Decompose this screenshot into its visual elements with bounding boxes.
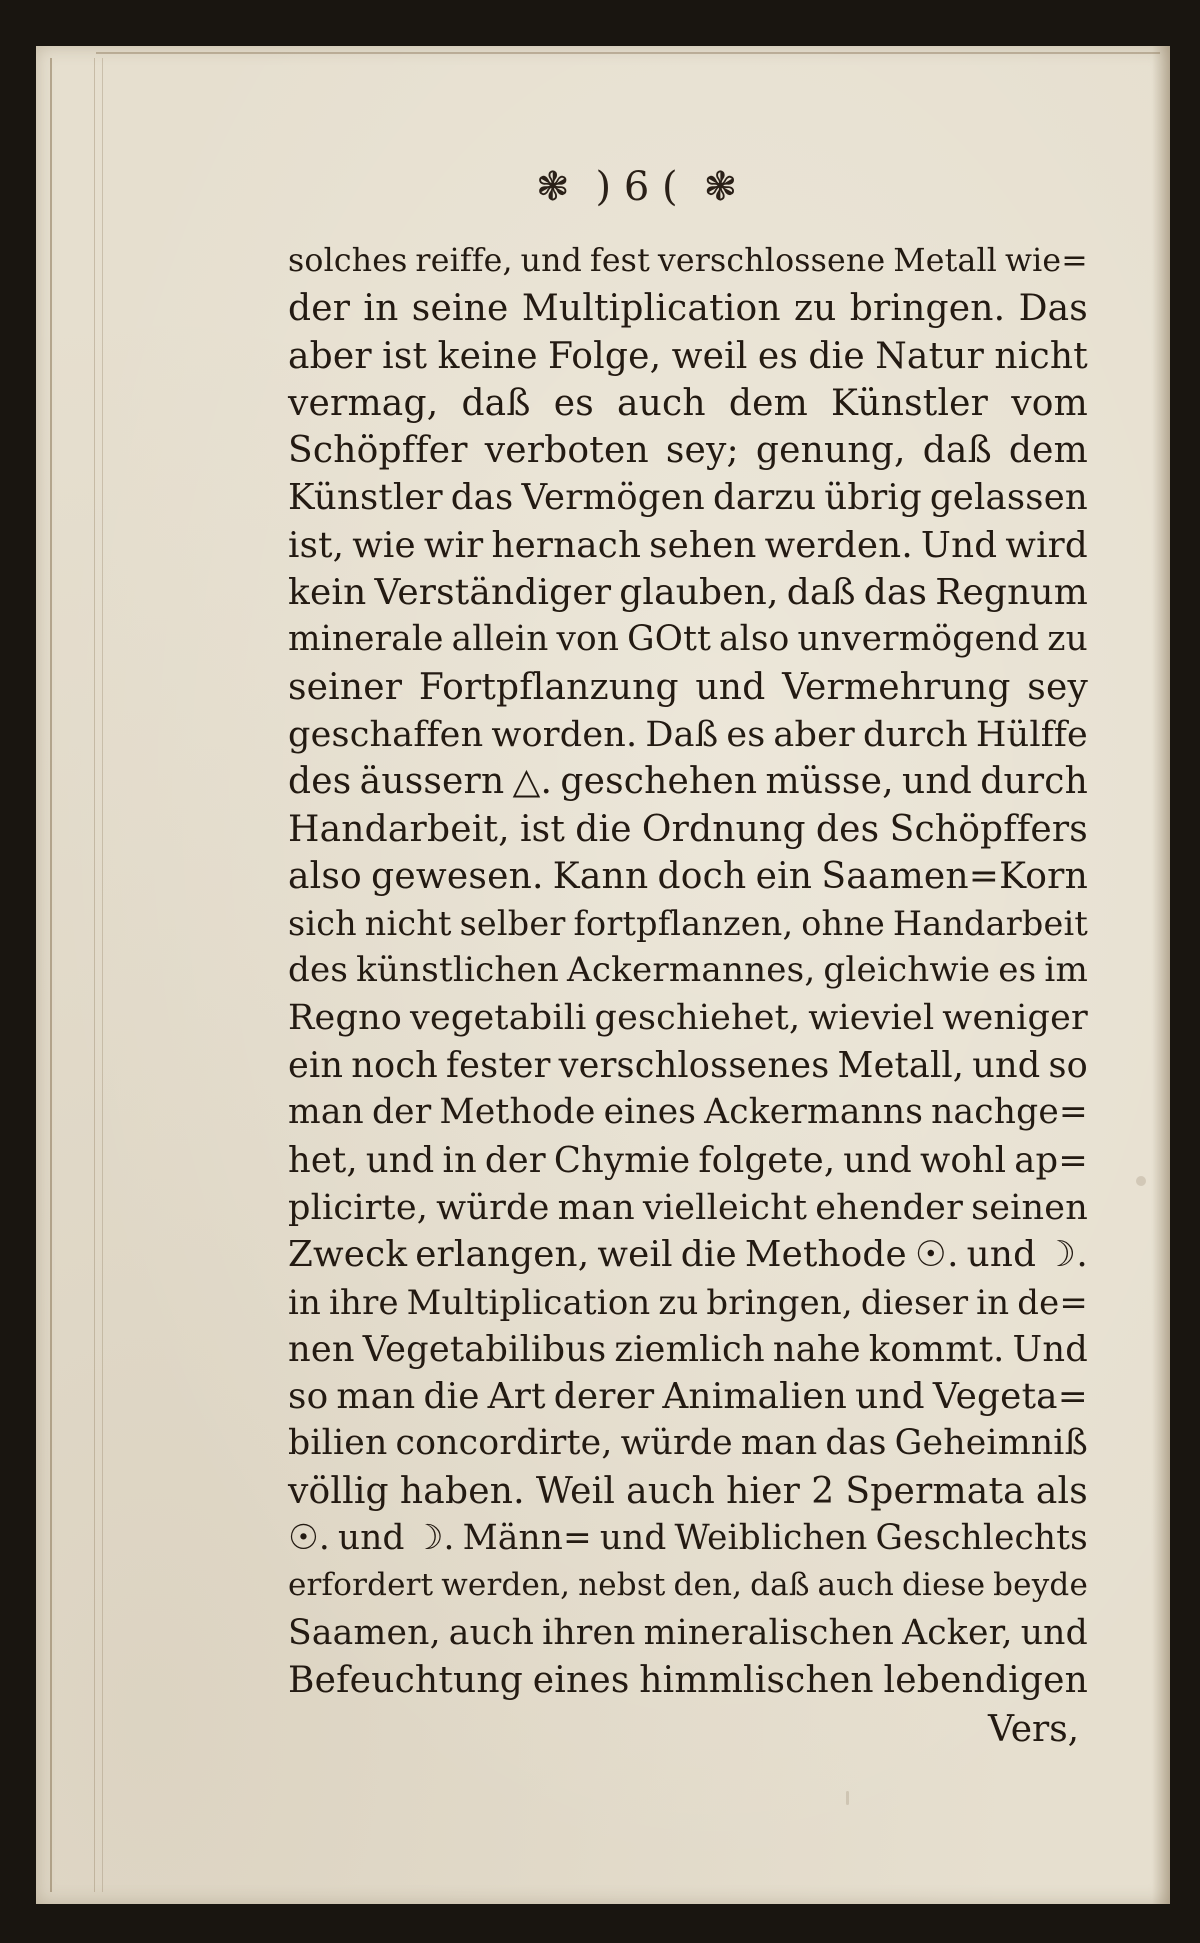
word: unvermögend <box>797 619 1040 660</box>
word: werden, <box>441 1567 571 1604</box>
word: würde <box>620 1423 733 1464</box>
word: nen <box>288 1328 355 1370</box>
text-line <box>288 333 1088 380</box>
word: Art <box>487 1376 546 1418</box>
word: vegetabili <box>410 997 587 1038</box>
word: Animalien <box>662 1376 848 1418</box>
word: Folge, <box>548 335 662 377</box>
word: doch <box>657 855 747 897</box>
word: äussern <box>359 761 505 803</box>
word: das <box>825 1423 887 1464</box>
word: auch <box>626 1470 715 1512</box>
word: ☉. <box>914 1234 959 1276</box>
word: ohne <box>801 904 885 944</box>
word: nachge= <box>931 1092 1088 1133</box>
text-line <box>288 1420 1088 1467</box>
word: das <box>863 572 928 614</box>
word: Daß <box>645 713 719 755</box>
word: folgete, <box>698 1139 836 1181</box>
word: man <box>288 1092 364 1133</box>
word: gelassen <box>929 477 1088 519</box>
word: gleichwie <box>823 950 991 991</box>
text-line <box>288 238 1088 285</box>
word: auch <box>817 1567 895 1604</box>
word: zu <box>658 1282 699 1322</box>
word: 2 <box>811 1470 835 1512</box>
word: es <box>726 713 766 755</box>
word: ist <box>519 808 566 850</box>
word: wie= <box>1004 243 1088 279</box>
word: gewesen. <box>371 855 544 897</box>
gutter-line <box>50 58 52 1892</box>
text-line <box>288 711 1088 758</box>
word: het, <box>288 1139 358 1181</box>
word: ☉. <box>288 1518 330 1559</box>
word: Methode <box>439 1092 596 1133</box>
word: selber <box>459 904 566 944</box>
word: nebst <box>578 1567 666 1604</box>
word: man <box>740 1423 818 1464</box>
word: Vermehrung <box>782 666 1011 708</box>
word: ap= <box>1014 1139 1088 1181</box>
word: Weiblichen <box>674 1518 868 1559</box>
word: Ackermanns <box>704 1092 924 1133</box>
word: dem <box>728 382 808 424</box>
word: Verständiger <box>374 572 612 614</box>
text-line <box>288 1468 1088 1515</box>
word: Künstler <box>831 382 989 424</box>
text-line <box>288 1089 1088 1136</box>
word: würde <box>436 1186 550 1228</box>
word: geschaffen <box>288 713 484 755</box>
word: ehender <box>815 1186 964 1228</box>
text-line <box>288 1279 1088 1326</box>
word: △. <box>512 761 553 803</box>
word: concordirte, <box>395 1423 613 1464</box>
text-line <box>288 616 1088 663</box>
word: glauben, <box>619 572 779 614</box>
word: Spermata <box>845 1470 1025 1512</box>
flower-ornament-icon: ❃ <box>703 164 738 210</box>
word: Handarbeit <box>892 904 1088 944</box>
word: weil <box>671 335 748 377</box>
word: noch <box>351 1045 438 1087</box>
word: nahe <box>772 1328 861 1370</box>
word: und <box>599 1518 667 1559</box>
word: Saamen=Korn <box>821 855 1088 897</box>
word: sich <box>288 904 357 944</box>
word: und <box>1020 1612 1088 1653</box>
text-line <box>288 1137 1088 1184</box>
word: Zweck <box>288 1234 408 1276</box>
word: solches <box>288 243 408 279</box>
word: aber <box>288 335 372 377</box>
word: müsse, <box>765 761 894 803</box>
word: ein <box>755 855 813 897</box>
word: daß <box>786 572 856 614</box>
word: und <box>695 666 766 708</box>
word: Multiplication <box>521 288 781 330</box>
word: im <box>1044 950 1088 991</box>
word: sey; <box>665 430 739 472</box>
word: Schöpffers <box>889 808 1088 850</box>
word: durch <box>980 761 1088 803</box>
text-line <box>288 380 1088 427</box>
word: man <box>336 1376 416 1418</box>
word: und <box>972 1045 1041 1087</box>
word: Ackermannes, <box>567 950 816 991</box>
word: Künstler <box>288 477 443 519</box>
word: mineralischen <box>643 1612 895 1653</box>
word: und <box>843 1139 912 1181</box>
word: sehen <box>649 524 757 566</box>
word: fortpflanzen, <box>573 904 794 944</box>
text-line <box>288 758 1088 805</box>
word: Handarbeit, <box>288 808 510 850</box>
word: es <box>553 382 594 424</box>
word: Hülffe <box>975 713 1088 755</box>
page-edge-shadow <box>1152 46 1170 1904</box>
word: allein <box>451 619 549 660</box>
word: Regnum <box>935 572 1088 614</box>
gutter-line <box>94 58 95 1892</box>
word: diese <box>901 1567 986 1604</box>
word: plicirte, <box>288 1186 429 1228</box>
word: lebendigen <box>883 1659 1088 1701</box>
word: auch <box>448 1612 535 1653</box>
word: GOtt <box>627 619 712 660</box>
word: Natur <box>875 335 985 377</box>
word: in <box>976 1282 1010 1322</box>
word: hier <box>726 1470 801 1512</box>
word: darzu <box>712 477 817 519</box>
word: und <box>855 1376 925 1418</box>
word: de= <box>1017 1282 1088 1322</box>
word: es <box>998 950 1037 991</box>
word: ein <box>288 1045 344 1087</box>
text-line <box>288 1515 1088 1562</box>
text-line <box>288 1657 1088 1704</box>
word: dem <box>1008 430 1088 472</box>
word: Befeuchtung <box>288 1659 524 1701</box>
gutter-line <box>102 58 103 1892</box>
word: keine <box>437 335 538 377</box>
page-header <box>536 162 836 212</box>
word: ist, <box>288 524 345 566</box>
word: fester <box>445 1045 551 1087</box>
text-line <box>288 1231 1088 1278</box>
word: der <box>371 1092 432 1133</box>
word: in <box>363 288 399 330</box>
word: Multiplication <box>406 1282 651 1322</box>
word: Weil <box>535 1470 616 1512</box>
flower-ornament-icon: ❃ <box>536 164 570 210</box>
word: vom <box>1011 382 1088 424</box>
word: es <box>757 335 799 377</box>
word: völlig <box>288 1470 389 1512</box>
word: ihre <box>329 1282 399 1322</box>
text-line <box>288 806 1088 853</box>
word: und <box>520 243 583 279</box>
word: weil <box>597 1234 673 1276</box>
text-line <box>288 947 1088 994</box>
word: wie <box>352 524 416 566</box>
word: minerale <box>288 619 444 660</box>
word: ☽. <box>412 1518 455 1559</box>
word: haben. <box>399 1470 525 1512</box>
word: Geheimniß <box>894 1423 1088 1464</box>
word: auch <box>616 382 706 424</box>
word: bringen, <box>706 1282 853 1322</box>
word: die <box>808 335 865 377</box>
word: weniger <box>942 997 1088 1038</box>
word: daß <box>750 1567 810 1604</box>
word: aber <box>773 713 855 755</box>
word: bilien <box>288 1423 388 1464</box>
ink-spot <box>1136 1176 1146 1186</box>
word: seiner <box>288 666 403 708</box>
word: Vegetabilibus <box>362 1328 607 1370</box>
word: die <box>575 808 632 850</box>
word: vermag, <box>288 382 439 424</box>
text-line <box>288 900 1088 947</box>
word: werden. <box>764 524 913 566</box>
word: man <box>557 1186 635 1228</box>
word: so <box>1048 1045 1088 1087</box>
word: des <box>815 808 880 850</box>
word: wohl <box>919 1139 1007 1181</box>
word: des <box>288 950 349 991</box>
word: verboten <box>484 430 649 472</box>
word: in <box>288 1282 322 1322</box>
text-line <box>288 427 1088 474</box>
body-text <box>288 238 1088 1704</box>
word: fest <box>589 243 650 279</box>
word: seine <box>411 288 509 330</box>
word: geschiehet, <box>594 997 801 1038</box>
word: seinen <box>971 1186 1088 1228</box>
word: ist <box>382 335 428 377</box>
word: zu <box>1047 619 1088 660</box>
word: und <box>337 1518 405 1559</box>
word: erlangen, <box>415 1234 590 1276</box>
word: erfordert <box>288 1567 434 1604</box>
word: Männ= <box>462 1518 592 1559</box>
word: den, <box>673 1567 743 1604</box>
text-line <box>288 569 1088 616</box>
word: übrig <box>824 477 922 519</box>
word: Schöpffer <box>288 430 468 472</box>
word: und <box>901 761 972 803</box>
word: ziemlich <box>614 1328 765 1370</box>
word: kommt. <box>868 1328 1005 1370</box>
word: wir <box>423 524 484 566</box>
word: daß <box>461 382 531 424</box>
text-line <box>288 1610 1088 1657</box>
word: Metall, <box>837 1045 965 1087</box>
word: zu <box>793 288 837 330</box>
word: von <box>556 619 620 660</box>
word: und <box>966 1234 1037 1276</box>
word: und <box>365 1139 435 1181</box>
word: Vegeta= <box>932 1376 1088 1418</box>
word: Vermögen <box>521 477 705 519</box>
ink-mark <box>846 1791 849 1805</box>
word: die <box>680 1234 737 1276</box>
word: genung, <box>755 430 906 472</box>
word: nicht <box>994 335 1088 377</box>
word: Kann <box>552 855 649 897</box>
word: kein <box>288 572 367 614</box>
word: der <box>288 288 351 330</box>
word: Regno <box>288 997 403 1038</box>
word: das <box>450 477 514 519</box>
word: Fortpflanzung <box>418 666 679 708</box>
word: Methode <box>744 1234 907 1276</box>
word: Geschlechts <box>875 1518 1088 1559</box>
word: hernach <box>491 524 642 566</box>
word: so <box>288 1376 329 1418</box>
word: dieser <box>860 1282 969 1322</box>
text-line <box>288 1562 1088 1609</box>
text-line <box>288 664 1088 711</box>
word: verschlossenes <box>558 1045 830 1087</box>
word: eines <box>532 1659 630 1701</box>
word: die <box>423 1376 480 1418</box>
word: des <box>288 761 352 803</box>
word: als <box>1035 1470 1088 1512</box>
word: Das <box>1018 288 1088 330</box>
word: verschlossene <box>657 243 886 279</box>
top-border-line <box>96 52 1160 54</box>
word: in <box>442 1139 477 1181</box>
word: bringen. <box>849 288 1006 330</box>
word: Metall <box>893 243 998 279</box>
word: Saamen, <box>288 1612 441 1653</box>
text-line <box>288 522 1088 569</box>
text-line <box>288 1184 1088 1231</box>
word: Chymie <box>553 1139 691 1181</box>
word: beyde <box>993 1567 1088 1604</box>
word: Acker, <box>902 1612 1013 1653</box>
word: sey <box>1027 666 1088 708</box>
word: ihren <box>542 1612 636 1653</box>
text-line <box>288 474 1088 521</box>
text-line <box>288 853 1088 900</box>
text-line <box>288 285 1088 332</box>
word: durch <box>862 713 968 755</box>
word: worden. <box>491 713 638 755</box>
word: also <box>719 619 790 660</box>
word: nicht <box>364 904 452 944</box>
catchword: Vers, <box>988 1709 1080 1750</box>
word: wird <box>1005 524 1088 566</box>
page-number: ) 6 ( <box>595 164 678 210</box>
text-line <box>288 1326 1088 1373</box>
word: geschehen <box>560 761 758 803</box>
word: vielleicht <box>642 1186 808 1228</box>
text-line <box>288 1373 1088 1420</box>
word: wieviel <box>808 997 935 1038</box>
text-line <box>288 1042 1088 1089</box>
word: daß <box>922 430 992 472</box>
word: reiffe, <box>415 243 513 279</box>
word: künstlichen <box>356 950 560 991</box>
word: Und <box>1012 1328 1088 1370</box>
text-line <box>288 995 1088 1042</box>
word: der <box>484 1139 546 1181</box>
word: derer <box>553 1376 655 1418</box>
word: Ordnung <box>641 808 806 850</box>
word: eines <box>603 1092 697 1133</box>
word: Und <box>920 524 998 566</box>
word: ☽. <box>1044 1234 1088 1276</box>
word: also <box>288 855 362 897</box>
word: himmlischen <box>639 1659 874 1701</box>
